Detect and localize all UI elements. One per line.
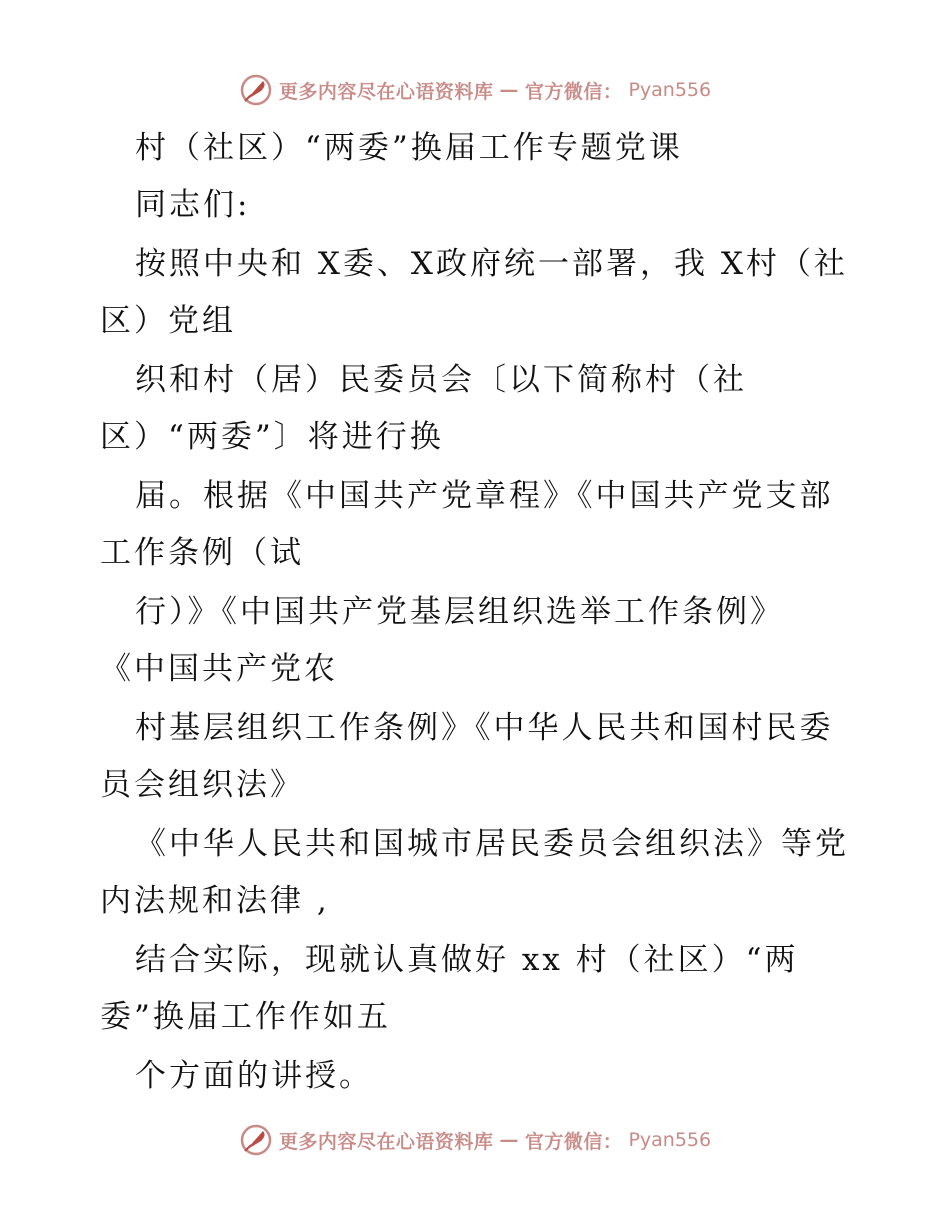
banner-site-text: 更多内容尽在心语资料库 xyxy=(278,80,494,103)
paragraph-line: 《中华人民共和国城市居民委员会组织法》等党 xyxy=(135,826,849,862)
paragraph-line: 行）》《中国共产党基层组织选举工作条例》 xyxy=(135,594,784,630)
paragraph-line: 按照中央和 X委、X政府统一部署，我 X村（社 xyxy=(135,246,848,282)
paragraph-line: 区）“两委”〕将进行换 xyxy=(100,419,444,455)
banner-dash: — xyxy=(499,79,519,101)
banner-contact-label: 官方微信： xyxy=(524,1130,623,1153)
banner-dash: — xyxy=(499,1129,519,1151)
feather-pen-logo-icon xyxy=(239,1123,273,1157)
banner-contact-id: Pyan556 xyxy=(628,79,712,101)
paragraph-line: 结合实际，现就认真做好 xx 村（社区）“两 xyxy=(135,942,799,978)
paragraph-line: 委”换届工作作如五 xyxy=(100,999,391,1035)
document-title: 村（社区）“两委”换届工作专题党课 xyxy=(135,130,683,166)
footer-watermark-banner xyxy=(0,1120,950,1160)
paragraph-line: 个方面的讲授。 xyxy=(135,1058,373,1094)
paragraph-line: 员会组织法》 xyxy=(100,767,304,803)
banner-content xyxy=(239,73,711,107)
feather-pen-logo-icon xyxy=(239,73,273,107)
banner-contact-id: Pyan556 xyxy=(628,1129,712,1151)
salutation: 同志们: xyxy=(135,187,251,223)
paragraph-line: 区）党组 xyxy=(100,303,236,339)
paragraph-line: 内法规和法律 , xyxy=(100,883,330,919)
banner-contact-label: 官方微信： xyxy=(524,80,623,103)
paragraph-line: 村基层组织工作条例》《中华人民共和国村民委 xyxy=(135,710,834,746)
paragraph-line: 《中国共产党农 xyxy=(100,651,338,687)
header-watermark-banner xyxy=(0,70,950,110)
paragraph-line: 织和村（居）民委员会〔以下简称村（社 xyxy=(135,362,747,398)
banner-content xyxy=(239,1123,711,1157)
paragraph-line: 工作条例（试 xyxy=(100,535,304,571)
paragraph-line: 届。根据《中国共产党章程》《中国共产党支部 xyxy=(135,478,834,514)
banner-site-text: 更多内容尽在心语资料库 xyxy=(278,1130,494,1153)
